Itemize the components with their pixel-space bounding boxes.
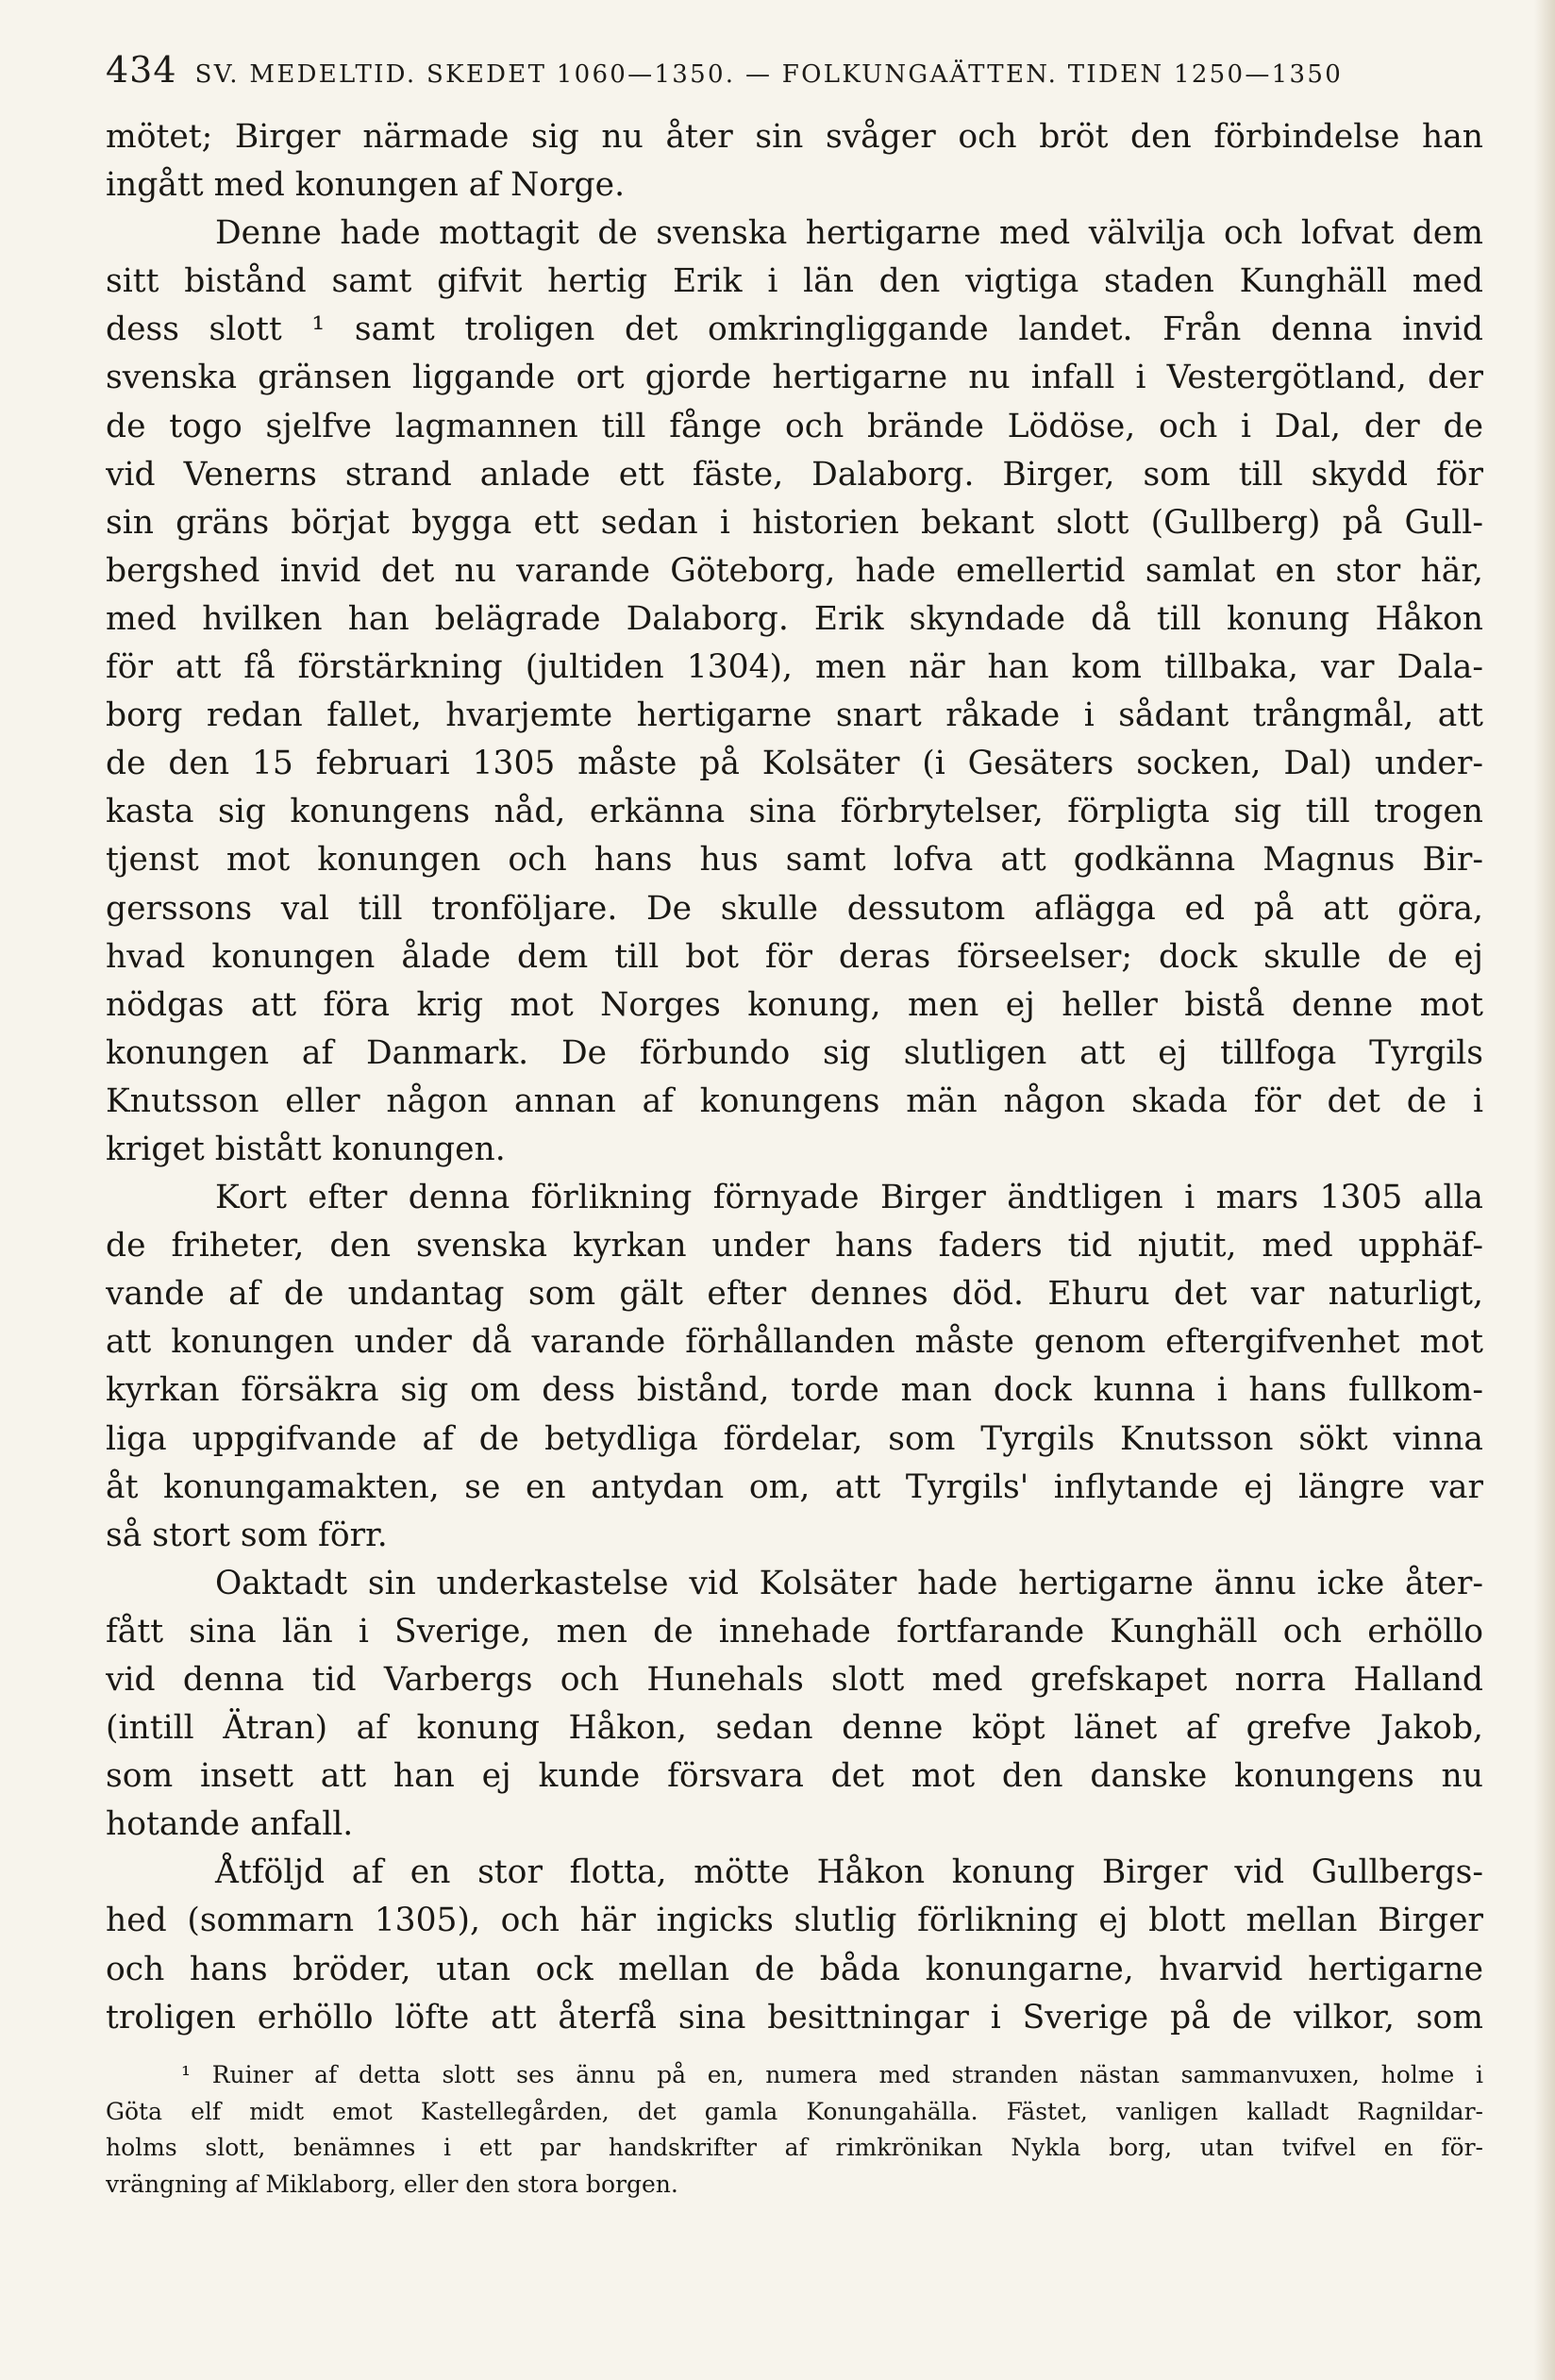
text-line: gerssons val till tronföljare. De skulle dessutom aflägga ed på att göra,	[106, 889, 1483, 928]
page-edge-shadow	[1534, 0, 1555, 2380]
body-text	[106, 113, 1483, 2042]
text-line: för att få förstärkning (jultiden 1304), men när han kom tillbaka, var Dala-	[106, 648, 1483, 687]
footnote-line: Göta elf midt emot Kastellegården, det gamla Konungahälla. Fästet, vanligen kalladt Ragnildar-	[106, 2097, 1483, 2125]
text-line: fått sina län i Sverige, men de innehade fortfarande Kunghäll och erhöllo	[106, 1612, 1483, 1651]
text-line: kyrkan försäkra sig om dess bistånd, torde man dock kunna i hans fullkom-	[106, 1371, 1483, 1410]
text-line: de friheter, den svenska kyrkan under hans faders tid njutit, med upphäf-	[106, 1227, 1483, 1265]
text-line: Kort efter denna förlikning förnyade Birger ändtligen i mars 1305 alla	[215, 1179, 1483, 1217]
text-line: dess slott ¹ samt troligen det omkringliggande landet. Från denna invid	[106, 310, 1483, 349]
text-line: bergshed invid det nu varande Göteborg, hade emellertid samlat en stor här,	[106, 551, 1483, 590]
text-line: sin gräns börjat bygga ett sedan i historien bekant slott (Gullberg) på Gull-	[106, 503, 1483, 542]
text-line: vid Venerns strand anlade ett fäste, Dalaborg. Birger, som till skydd för	[106, 455, 1483, 494]
text-line: Knutsson eller någon annan af konungens män någon skada för det de i	[106, 1081, 1483, 1120]
text-line: borg redan fallet, hvarjemte hertigarne snart råkade i sådant trångmål, att	[106, 696, 1483, 735]
text-line: kriget bistått konungen.	[106, 1130, 506, 1168]
text-line: så stort som förr.	[106, 1516, 388, 1554]
text-line: tjenst mot konungen och hans hus samt lofva att godkänna Magnus Bir-	[106, 841, 1483, 880]
text-line: konungen af Danmark. De förbundo sig slutligen att ej tillfoga Tyrgils	[106, 1033, 1483, 1072]
text-line: (intill Ätran) af konung Håkon, sedan denne köpt länet af grefve Jakob,	[106, 1709, 1483, 1748]
text-line: med hvilken han belägrade Dalaborg. Erik skyndade då till konung Håkon	[106, 599, 1483, 638]
text-line: Denne hade mottagit de svenska hertigarne med välvilja och lofvat dem	[215, 214, 1483, 253]
page-header	[106, 49, 1493, 91]
text-line: nödgas att föra krig mot Norges konung, men ej heller bistå denne mot	[106, 985, 1483, 1024]
text-line: kasta sig konungens nåd, erkänna sina förbrytelser, förpligta sig till trogen	[106, 793, 1483, 831]
text-line: vid denna tid Varbergs och Hunehals slott med grefskapet norra Halland	[106, 1661, 1483, 1699]
text-line: hvad konungen ålade dem till bot för deras förseelser; dock skulle de ej	[106, 937, 1483, 976]
text-line: som insett att han ej kunde försvara det mot den danske konungens nu	[106, 1757, 1483, 1796]
page-number: 434	[106, 49, 177, 91]
text-line: de togo sjelfve lagmannen till fånge och brände Lödöse, och i Dal, der de	[106, 407, 1483, 445]
footnotes	[106, 2057, 1483, 2203]
text-line: mötet; Birger närmade sig nu åter sin svåger och bröt den förbindelse han	[106, 118, 1483, 156]
text-line: åt konungamakten, se en antydan om, att Tyrgils' inflytande ej längre var	[106, 1467, 1483, 1506]
text-line: Oaktadt sin underkastelse vid Kolsäter hade hertigarne ännu icke åter-	[215, 1564, 1483, 1602]
text-line: och hans bröder, utan ock mellan de båda konungarne, hvarvid hertigarne	[106, 1950, 1483, 1988]
footnote-line: ¹ Ruiner af detta slott ses ännu på en, numera med stranden nästan sammanvuxen, holme i	[181, 2061, 1483, 2088]
text-line: de den 15 februari 1305 måste på Kolsäter (i Gesäters socken, Dal) under-	[106, 745, 1483, 783]
text-line: ingått med konungen af Norge.	[106, 166, 626, 205]
running-head: SV. MEDELTID. SKEDET 1060—1350. — FOLKUNGAÄTTEN. TIDEN 1250—1350	[194, 60, 1344, 89]
footnote-line: holms slott, benämnes i ett par handskrifter af rimkrönikan Nykla borg, utan tvifvel en för-	[106, 2134, 1483, 2162]
text-line: Åtföljd af en stor flotta, mötte Håkon konung Birger vid Gullbergs-	[215, 1853, 1483, 1892]
text-line: sitt bistånd samt gifvit hertig Erik i län den vigtiga staden Kunghäll med	[106, 262, 1483, 301]
text-line: hed (sommarn 1305), och här ingicks slutlig förlikning ej blott mellan Birger	[106, 1902, 1483, 1940]
text-line: svenska gränsen liggande ort gjorde hertigarne nu infall i Vestergötland, der	[106, 359, 1483, 397]
text-line: hotande anfall.	[106, 1805, 354, 1844]
footnote-line: vrängning af Miklaborg, eller den stora borgen.	[106, 2170, 678, 2198]
text-line: troligen erhöllo löfte att återfå sina besittningar i Sverige på de vilkor, som	[106, 1998, 1483, 2036]
text-line: vande af de undantag som gält efter dennes död. Ehuru det var naturligt,	[106, 1275, 1483, 1314]
text-line: att konungen under då varande förhållanden måste genom eftergifvenhet mot	[106, 1323, 1483, 1362]
text-line: liga uppgifvande af de betydliga fördelar, som Tyrgils Knutsson sökt vinna	[106, 1419, 1483, 1458]
